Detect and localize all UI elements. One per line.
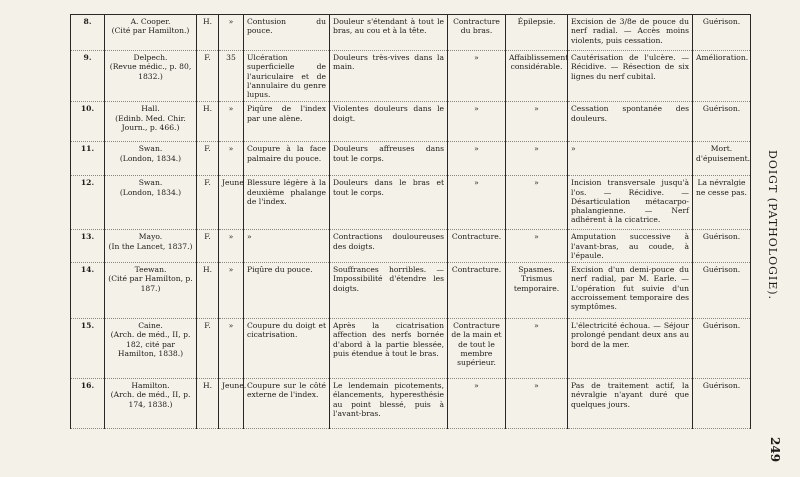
case-contracture: Contracture de la main et de tout le membre supérieur. (448, 319, 506, 379)
case-pain: Douleurs très-vives dans la main. (330, 51, 448, 102)
case-author: Mayo. (In the Lancet, 1837.) (105, 230, 197, 263)
case-cause: Coupure sur le côté externe de l'index. (244, 379, 330, 429)
case-number: 12. (71, 176, 105, 230)
case-age: » (219, 142, 244, 176)
case-number: 14. (71, 263, 105, 319)
case-contracture: » (448, 176, 506, 230)
case-contracture: » (448, 142, 506, 176)
case-number: 9. (71, 51, 105, 102)
case-treatment: Excision de 3/8e de pouce du nerf radial. — Accès moins violents, puis cessation. (568, 15, 693, 51)
case-treatment: Incision transversale jusqu'à l'os. — Récidive. — Désarticulation métacarpo-phalangienne. — Nerf adhérent à la cicatrice. (568, 176, 693, 230)
case-outcome: Mort. d'épuisement. (693, 142, 751, 176)
running-title-text: DOIGT (PATHOLOGIE). (766, 150, 779, 301)
table-row (71, 15, 751, 51)
case-number: 11. (71, 142, 105, 176)
case-other-symptoms: » (506, 176, 568, 230)
case-outcome: Guérison. (693, 379, 751, 429)
case-age: Jeune. (219, 379, 244, 429)
case-sex: F. (197, 51, 219, 102)
case-treatment: Amputation successive à l'avant-bras, au coude, à l'épaule. (568, 230, 693, 263)
case-age: 35 (219, 51, 244, 102)
case-contracture: Contracture. (448, 230, 506, 263)
case-cause: Piqûre du pouce. (244, 263, 330, 319)
case-outcome: Guérison. (693, 15, 751, 51)
case-pain: Après la cicatrisation affection des nerfs bornée d'abord à la partie blessée, puis étendue à tout le bras. (330, 319, 448, 379)
case-cause: Contusion du pouce. (244, 15, 330, 51)
case-sex: H. (197, 263, 219, 319)
case-author: Hamilton. (Arch. de méd., II, p. 174, 1838.) (105, 379, 197, 429)
case-pain: Douleurs affreuses dans tout le corps. (330, 142, 448, 176)
case-sex: F. (197, 142, 219, 176)
case-other-symptoms: » (506, 319, 568, 379)
case-pain: Douleurs dans le bras et tout le corps. (330, 176, 448, 230)
case-treatment: L'électricité échoua. — Séjour prolongé pendant deux ans au bord de la mer. (568, 319, 693, 379)
case-age: » (219, 319, 244, 379)
case-treatment: Cautérisation de l'ulcère. — Récidive. — Résection de six lignes du nerf cubital. (568, 51, 693, 102)
table-row (71, 379, 751, 429)
case-number: 13. (71, 230, 105, 263)
case-outcome: Guérison. (693, 319, 751, 379)
case-contracture: » (448, 379, 506, 429)
case-sex: H. (197, 102, 219, 142)
table-row (71, 176, 751, 230)
case-cause: Coupure du doigt et cicatrisation. (244, 319, 330, 379)
table-row (71, 263, 751, 319)
case-author: Teewan. (Cité par Hamilton, p. 187.) (105, 263, 197, 319)
case-pain: Douleur s'étendant à tout le bras, au cou et à la tête. (330, 15, 448, 51)
table-row (71, 230, 751, 263)
case-contracture: Contracture du bras. (448, 15, 506, 51)
table-row (71, 142, 751, 176)
case-outcome: Guérison. (693, 102, 751, 142)
case-treatment: Cessation spontanée des douleurs. (568, 102, 693, 142)
case-age: » (219, 263, 244, 319)
case-sex: H. (197, 379, 219, 429)
case-number: 8. (71, 15, 105, 51)
case-treatment: Pas de traitement actif, la névralgie n'ayant duré que quelques jours. (568, 379, 693, 429)
case-outcome: La névralgie ne cesse pas. (693, 176, 751, 230)
table-row (71, 319, 751, 379)
case-author: A. Cooper. (Cité par Hamilton.) (105, 15, 197, 51)
case-pain: Violentes douleurs dans le doigt. (330, 102, 448, 142)
running-title (766, 150, 786, 340)
case-table (70, 14, 751, 429)
case-contracture: Contracture. (448, 263, 506, 319)
case-number: 15. (71, 319, 105, 379)
case-cause: Coupure à la face palmaire du pouce. (244, 142, 330, 176)
case-pain: Contractions douloureuses des doigts. (330, 230, 448, 263)
case-treatment: » (568, 142, 693, 176)
case-author: Swan. (London, 1834.) (105, 142, 197, 176)
case-author: Caine. (Arch. de méd., II, p. 182, cité par Hamilton, 1838.) (105, 319, 197, 379)
case-sex: H. (197, 15, 219, 51)
case-outcome: Guérison. (693, 263, 751, 319)
table-row (71, 102, 751, 142)
case-other-symptoms: » (506, 230, 568, 263)
case-author: Swan. (London, 1834.) (105, 176, 197, 230)
case-outcome: Guérison. (693, 230, 751, 263)
case-sex: F. (197, 319, 219, 379)
case-other-symptoms: » (506, 142, 568, 176)
case-contracture: » (448, 51, 506, 102)
case-other-symptoms: Spasmes. Trismus temporaire. (506, 263, 568, 319)
case-pain: Le lendemain picotements, élancements, hyperesthésie au point blessé, puis à l'avant-bras. (330, 379, 448, 429)
case-other-symptoms: Affaiblissement considérable. (506, 51, 568, 102)
case-age: Jeune (219, 176, 244, 230)
case-number: 10. (71, 102, 105, 142)
case-cause: » (244, 230, 330, 263)
case-rows (71, 15, 751, 429)
case-treatment: Excision d'un demi-pouce du nerf radial, par M. Earle. — L'opération fut suivie d'un accroissement temporaire des symptômes. (568, 263, 693, 319)
case-cause: Ulcération superficielle de l'auriculaire et de l'annulaire du genre lupus. (244, 51, 330, 102)
case-pain: Souffrances horribles. — Impossibilité d'étendre les doigts. (330, 263, 448, 319)
case-age: » (219, 15, 244, 51)
case-sex: F. (197, 176, 219, 230)
table-row (71, 51, 751, 102)
case-contracture: » (448, 102, 506, 142)
case-number: 16. (71, 379, 105, 429)
case-age: » (219, 230, 244, 263)
case-author: Delpech. (Revue médic., p. 80, 1832.) (105, 51, 197, 102)
case-cause: Blessure légère à la deuxième phalange de l'index. (244, 176, 330, 230)
case-author: Hall. (Edinb. Med. Chir. Journ., p. 466.) (105, 102, 197, 142)
case-cause: Piqûre de l'index par une alène. (244, 102, 330, 142)
case-age: » (219, 102, 244, 142)
case-other-symptoms: Épilepsie. (506, 15, 568, 51)
case-sex: F. (197, 230, 219, 263)
case-other-symptoms: » (506, 102, 568, 142)
page-number: 249 (768, 437, 782, 463)
case-outcome: Amélioration. (693, 51, 751, 102)
case-other-symptoms: » (506, 379, 568, 429)
